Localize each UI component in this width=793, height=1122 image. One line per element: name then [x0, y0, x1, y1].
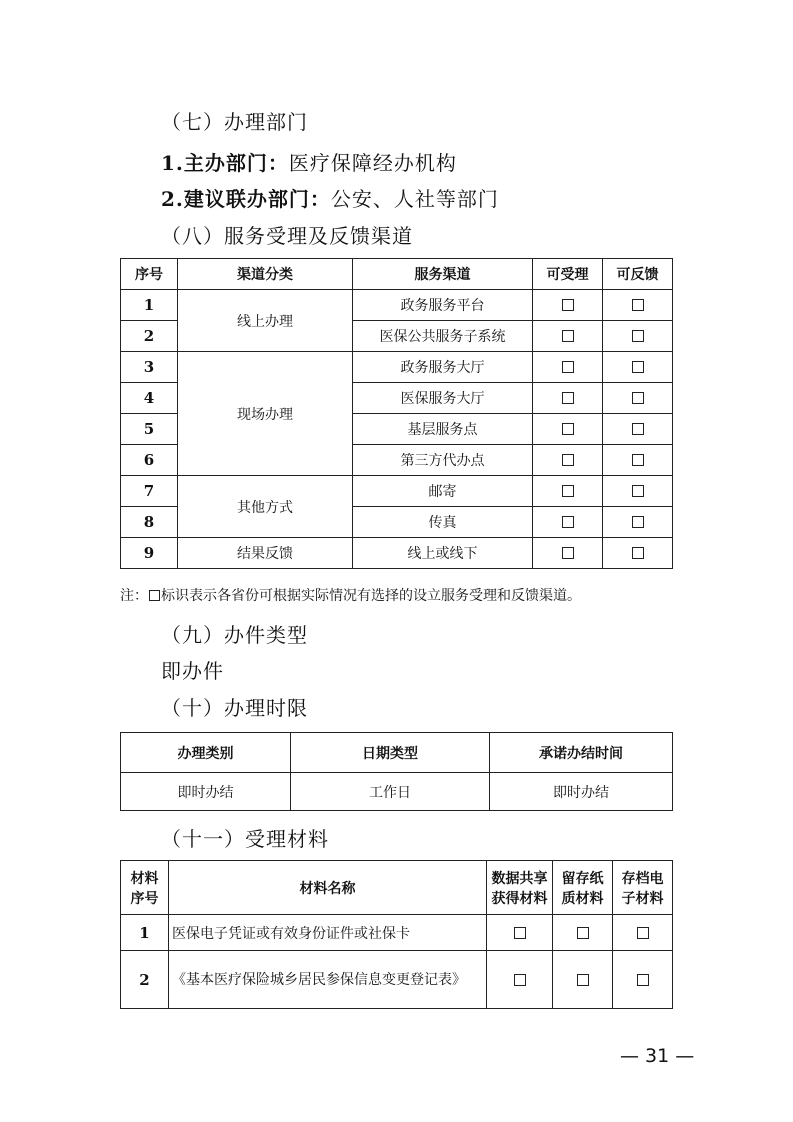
checkbox-icon[interactable]: [562, 423, 574, 435]
checkbox-icon[interactable]: [562, 330, 574, 342]
channel-group: 结果反馈: [178, 538, 353, 569]
channel-group: 线上办理: [178, 290, 353, 352]
checkbox-icon[interactable]: [632, 392, 644, 404]
archive-checkbox-cell[interactable]: [613, 915, 673, 951]
header-cell: [121, 861, 169, 915]
service-channel: 医保服务大厅: [353, 383, 533, 414]
section-11-title: （十一）受理材料: [161, 827, 329, 851]
feedback-checkbox-cell[interactable]: [603, 414, 673, 445]
joint-department-line: [161, 183, 499, 212]
row-number: 3: [121, 352, 178, 383]
accept-checkbox-cell[interactable]: [533, 414, 603, 445]
header-cell: 序号: [121, 259, 178, 290]
time-limit-table: [120, 732, 673, 811]
checkbox-icon[interactable]: [632, 423, 644, 435]
shared-checkbox-cell[interactable]: [487, 915, 553, 951]
feedback-checkbox-cell[interactable]: [603, 290, 673, 321]
table-header-row: [121, 861, 673, 915]
checkbox-icon[interactable]: [632, 485, 644, 497]
table-row: [121, 352, 673, 383]
joint-department-value: 公安、人社等部门: [330, 187, 499, 211]
service-channel: 政务服务大厅: [353, 352, 533, 383]
checkbox-icon[interactable]: [562, 485, 574, 497]
row-number: 1: [121, 290, 178, 321]
service-channel: 邮寄: [353, 476, 533, 507]
checkbox-icon[interactable]: [562, 299, 574, 311]
row-number: 4: [121, 383, 178, 414]
joint-department-label: 2.建议联办部门：: [161, 187, 331, 211]
row-number: 9: [121, 538, 178, 569]
note-prefix: 注：: [120, 588, 148, 604]
service-channel: 医保公共服务子系统: [353, 321, 533, 352]
checkbox-icon[interactable]: [632, 299, 644, 311]
row-number: 6: [121, 445, 178, 476]
feedback-checkbox-cell[interactable]: [603, 445, 673, 476]
section-8-title: （八）服务受理及反馈渠道: [161, 224, 413, 248]
table-header-row: [121, 733, 673, 773]
header-line: 序号: [130, 890, 159, 907]
row-number: 1: [121, 915, 169, 951]
accept-checkbox-cell[interactable]: [533, 445, 603, 476]
feedback-checkbox-cell[interactable]: [603, 507, 673, 538]
section-10-title: （十）办理时限: [161, 696, 308, 720]
feedback-checkbox-cell[interactable]: [603, 383, 673, 414]
accept-checkbox-cell[interactable]: [533, 476, 603, 507]
table-header-row: [121, 259, 673, 290]
accept-checkbox-cell[interactable]: [533, 507, 603, 538]
table-row: [121, 476, 673, 507]
header-cell: 办理类别: [121, 733, 291, 773]
checkbox-icon[interactable]: [637, 927, 649, 939]
checkbox-icon[interactable]: [577, 974, 589, 986]
header-cell: 材料名称: [169, 861, 487, 915]
accept-checkbox-cell[interactable]: [533, 321, 603, 352]
header-cell: [487, 861, 553, 915]
checkbox-icon[interactable]: [632, 454, 644, 466]
checkbox-icon[interactable]: [632, 330, 644, 342]
shared-checkbox-cell[interactable]: [487, 951, 553, 1009]
service-channel: 基层服务点: [353, 414, 533, 445]
header-cell: 服务渠道: [353, 259, 533, 290]
service-channel: 第三方代办点: [353, 445, 533, 476]
channels-table: [120, 258, 673, 569]
table-row: [121, 773, 673, 811]
table-row: [121, 951, 673, 1009]
checkbox-icon[interactable]: [514, 927, 526, 939]
header-line: 质材料: [561, 890, 604, 907]
checkbox-icon[interactable]: [632, 516, 644, 528]
table-row: [121, 538, 673, 569]
archive-checkbox-cell[interactable]: [613, 951, 673, 1009]
feedback-checkbox-cell[interactable]: [603, 352, 673, 383]
paper-checkbox-cell[interactable]: [553, 915, 613, 951]
header-cell: [613, 861, 673, 915]
case-type-value: 即办件: [161, 659, 224, 683]
row-number: 8: [121, 507, 178, 538]
channel-group: 现场办理: [178, 352, 353, 476]
checkbox-icon[interactable]: [637, 974, 649, 986]
main-department-line: [161, 147, 457, 176]
header-cell: 渠道分类: [178, 259, 353, 290]
feedback-checkbox-cell[interactable]: [603, 476, 673, 507]
table-cell: 即时办结: [121, 773, 291, 811]
materials-table: [120, 860, 673, 1009]
accept-checkbox-cell[interactable]: [533, 290, 603, 321]
row-number: 2: [121, 951, 169, 1009]
material-name: 医保电子凭证或有效身份证件或社保卡: [169, 915, 487, 951]
row-number: 7: [121, 476, 178, 507]
accept-checkbox-cell[interactable]: [533, 538, 603, 569]
header-line: 留存纸: [561, 870, 604, 887]
checkbox-icon[interactable]: [562, 392, 574, 404]
page-number: — 31 —: [620, 1045, 695, 1067]
checkbox-icon[interactable]: [562, 361, 574, 373]
service-channel: 线上或线下: [353, 538, 533, 569]
header-cell: 可反馈: [603, 259, 673, 290]
main-department-label: 1.主办部门：: [161, 151, 289, 175]
checkbox-icon: [149, 590, 160, 601]
header-line: 存档电: [621, 870, 664, 887]
feedback-checkbox-cell[interactable]: [603, 321, 673, 352]
header-cell: 可受理: [533, 259, 603, 290]
header-line: 获得材料: [491, 890, 548, 907]
checkbox-icon[interactable]: [562, 454, 574, 466]
header-cell: 日期类型: [291, 733, 490, 773]
checkbox-icon[interactable]: [562, 516, 574, 528]
table-note: [120, 585, 581, 605]
main-department-value: 医疗保障经办机构: [288, 151, 457, 175]
channel-group: 其他方式: [178, 476, 353, 538]
table-cell: 即时办结: [490, 773, 673, 811]
row-number: 2: [121, 321, 178, 352]
header-line: 数据共享: [491, 870, 548, 887]
section-9-title: （九）办件类型: [161, 623, 308, 647]
header-line: 材料: [130, 870, 159, 887]
material-name: 《基本医疗保险城乡居民参保信息变更登记表》: [169, 951, 487, 1009]
checkbox-icon[interactable]: [632, 361, 644, 373]
header-cell: 承诺办结时间: [490, 733, 673, 773]
checkbox-icon[interactable]: [562, 547, 574, 559]
table-row: [121, 915, 673, 951]
accept-checkbox-cell[interactable]: [533, 383, 603, 414]
paper-checkbox-cell[interactable]: [553, 951, 613, 1009]
accept-checkbox-cell[interactable]: [533, 352, 603, 383]
table-row: [121, 290, 673, 321]
row-number: 5: [121, 414, 178, 445]
checkbox-icon[interactable]: [577, 927, 589, 939]
feedback-checkbox-cell[interactable]: [603, 538, 673, 569]
header-cell: [553, 861, 613, 915]
checkbox-icon[interactable]: [632, 547, 644, 559]
checkbox-icon[interactable]: [514, 974, 526, 986]
note-text: 标识表示各省份可根据实际情况有选择的设立服务受理和反馈渠道。: [161, 588, 581, 604]
section-7-title: （七）办理部门: [161, 110, 308, 134]
service-channel: 传真: [353, 507, 533, 538]
table-cell: 工作日: [291, 773, 490, 811]
header-line: 子材料: [621, 890, 664, 907]
service-channel: 政务服务平台: [353, 290, 533, 321]
